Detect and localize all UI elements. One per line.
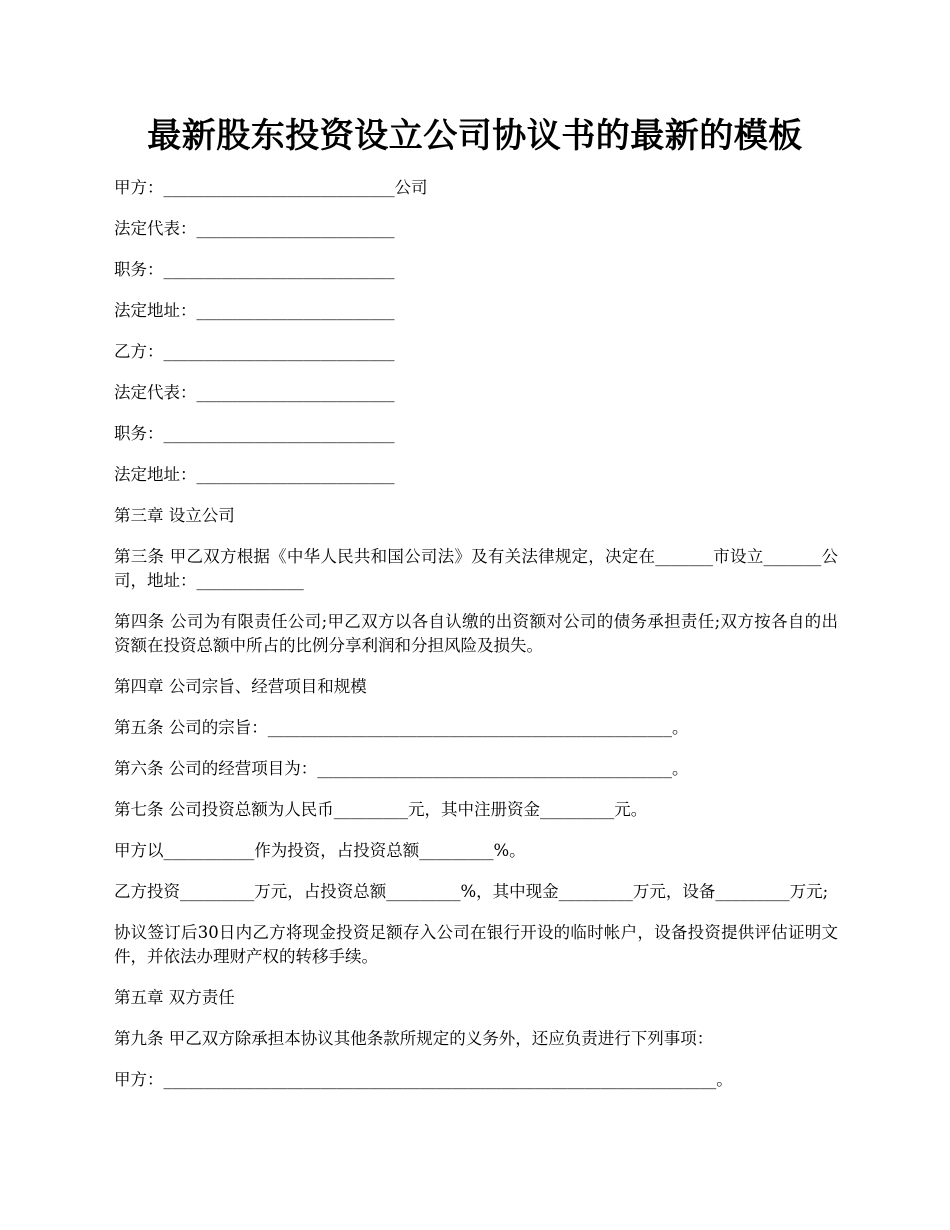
- party-b-investment: 乙方投资_________万元，占投资总额_________%，其中现金_________万元，设备_________万元;: [114, 882, 829, 901]
- party-a-company: 甲方：____________________________公司: [114, 178, 428, 197]
- chapter-5-heading: 第五章 双方责任: [114, 988, 235, 1007]
- cash-deposit-clause: 协议签订后30日内乙方将现金投资足额存入公司在银行开设的临时帐户，设备投资提供评估证明文件，并依法办理财产权的转移手续。: [114, 923, 838, 966]
- article-3: 第三条 甲乙双方根据《中华人民共和国公司法》及有关法律规定，决定在_______市设立_______公司，地址：_____________: [114, 547, 838, 590]
- party-b-name: 乙方：____________________________: [114, 342, 395, 361]
- article-5: 第五条 公司的宗旨：_________________________________________________。: [114, 718, 689, 737]
- article-9: 第九条 甲乙双方除承担本协议其他条款所规定的义务外，还应负责进行下列事项：: [114, 1029, 714, 1048]
- party-b-legal-representative: 法定代表：________________________: [114, 383, 395, 402]
- article-6: 第六条 公司的经营项目为：___________________________________________。: [114, 759, 689, 778]
- party-a-position: 职务：____________________________: [114, 260, 395, 279]
- party-b-position: 职务：____________________________: [114, 424, 395, 443]
- chapter-3-heading: 第三章 设立公司: [114, 506, 235, 525]
- document-title: 最新股东投资设立公司协议书的最新的模板: [147, 116, 803, 156]
- chapter-4-heading: 第四章 公司宗旨、经营项目和规模: [114, 677, 367, 696]
- party-a-duties: 甲方：___________________________________________________________________。: [114, 1070, 733, 1089]
- article-4: 第四条 公司为有限责任公司;甲乙双方以各自认缴的出资额对公司的债务承担责任;双方按各自的出资额在投资总额中所占的比例分享利润和分担风险及损失。: [114, 612, 838, 655]
- party-b-legal-address: 法定地址：________________________: [114, 465, 395, 484]
- document-body: [114, 176, 838, 1109]
- article-7: 第七条 公司投资总额为人民币_________元，其中注册资金_________元。: [114, 800, 648, 819]
- party-a-legal-representative: 法定代表：________________________: [114, 219, 395, 238]
- party-a-legal-address: 法定地址：________________________: [114, 301, 395, 320]
- party-a-investment: 甲方以___________作为投资，占投资总额_________%。: [114, 841, 526, 860]
